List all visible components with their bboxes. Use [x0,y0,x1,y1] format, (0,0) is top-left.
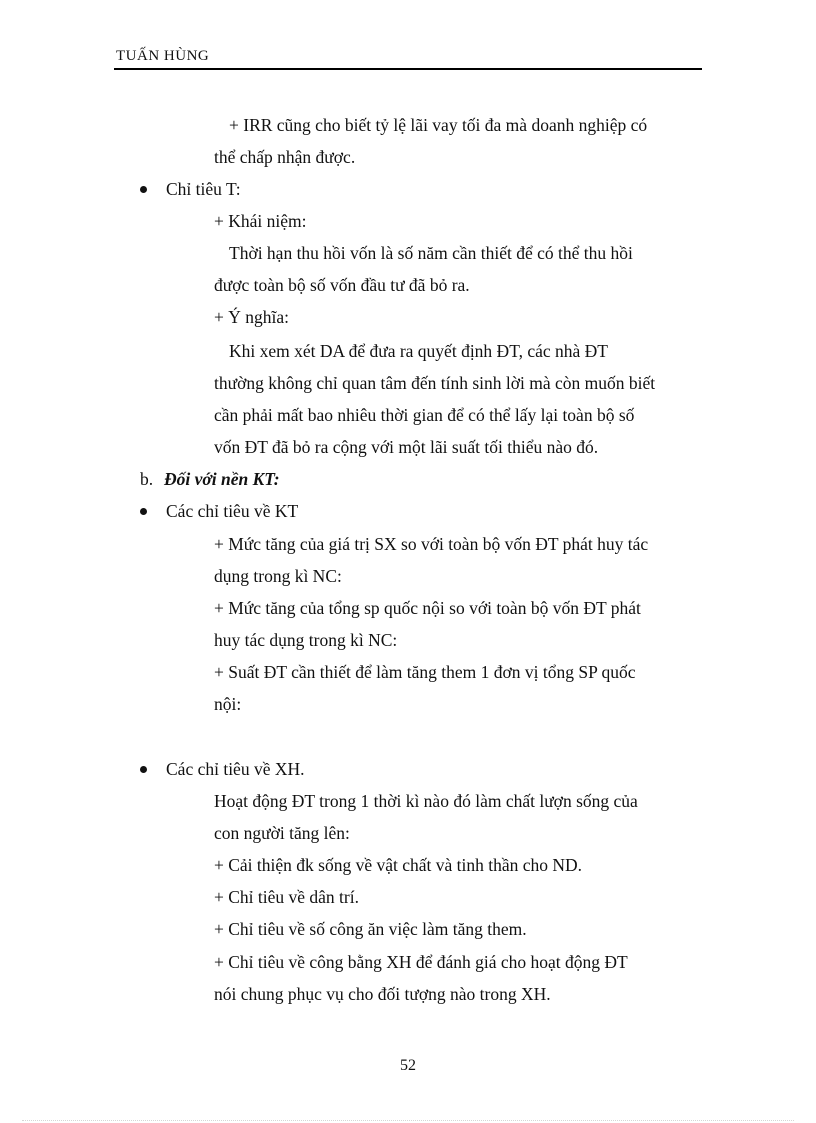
bullet-icon [140,186,147,193]
xh-item-4-line-1: + Chỉ tiêu về công bằng XH để đánh giá cho hoạt động ĐT [214,952,628,972]
t-concept-label: + Khái niệm: [214,211,307,231]
irr-line-2: thể chấp nhận được. [214,147,356,167]
page-number: 52 [400,1057,416,1074]
xh-item-1: + Cải thiện đk sống về vật chất và tinh thần cho ND. [214,855,583,875]
t-meaning-line-4: vốn ĐT đã bỏ ra cộng với một lãi suất tối thiểu nào đó. [214,437,599,457]
t-bullet-heading: Chỉ tiêu T: [166,179,241,199]
running-header: TUẤN HÙNG [116,48,210,64]
bullet-icon [140,766,147,773]
xh-intro-line-1: Hoạt động ĐT trong 1 thời kì nào đó làm chất lượn sống của [214,791,638,811]
kt-item-3-line-1: + Suất ĐT cần thiết để làm tăng them 1 đơn vị tổng SP quốc [214,662,636,682]
kt-item-2-line-1: + Mức tăng của tổng sp quốc nội so với toàn bộ vốn ĐT phát [214,598,641,618]
page-bottom-divider [22,1120,794,1121]
t-meaning-line-3: cần phải mất bao nhiêu thời gian để có thể lấy lại toàn bộ số [214,405,635,425]
xh-intro-line-2: con người tăng lên: [214,823,350,843]
kt-item-2-line-2: huy tác dụng trong kì NC: [214,630,398,650]
xh-item-2: + Chỉ tiêu về dân trí. [214,887,359,907]
kt-bullet-heading: Các chỉ tiêu về KT [166,501,299,521]
xh-item-3: + Chỉ tiêu về số công ăn việc làm tăng them. [214,919,527,939]
t-meaning-label: + Ý nghĩa: [214,307,289,327]
t-meaning-line-2: thường không chỉ quan tâm đến tính sinh lời mà còn muốn biết [214,373,656,393]
t-concept-line-1: Thời hạn thu hồi vốn là số năm cần thiết để có thể thu hồi [229,243,633,263]
irr-line-1: + IRR cũng cho biết tỷ lệ lãi vay tối đa mà doanh nghiệp có [229,115,648,135]
kt-item-1-line-1: + Mức tăng của giá trị SX so với toàn bộ vốn ĐT phát huy tác [214,534,649,554]
bullet-icon [140,508,147,515]
kt-item-3-line-2: nội: [214,694,242,714]
t-concept-line-2: được toàn bộ số vốn đầu tư đã bỏ ra. [214,275,470,295]
t-meaning-line-1: Khi xem xét DA để đưa ra quyết định ĐT, các nhà ĐT [229,341,608,361]
kt-item-1-line-2: dụng trong kì NC: [214,566,342,586]
header-rule [114,68,702,70]
xh-item-4-line-2: nói chung phục vụ cho đối tượng nào trong XH. [214,984,551,1004]
section-b-letter: b. [140,469,154,489]
xh-bullet-heading: Các chỉ tiêu về XH. [166,759,305,779]
section-b-title: Đối với nền KT: [164,469,280,489]
